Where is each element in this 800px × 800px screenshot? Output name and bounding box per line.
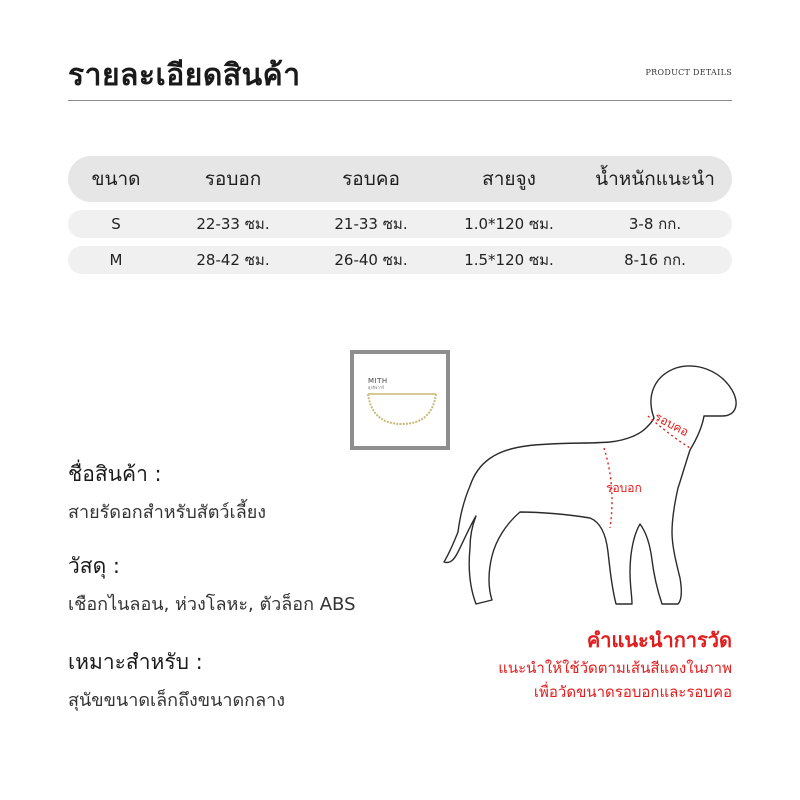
suitable-value: สุนัขขนาดเล็กถึงขนาดกลาง: [68, 690, 286, 711]
product-thumbnail: [350, 350, 450, 450]
table-row: [68, 210, 732, 238]
dog-measurement-diagram: [440, 356, 740, 616]
measure-guide-title: คำแนะนำการวัด: [586, 628, 732, 652]
cell-size: S: [111, 215, 121, 233]
chest-label: รอบอก: [606, 481, 642, 495]
header-leash: สายจูง: [482, 168, 536, 190]
header-weight: น้ำหนักแนะนำ: [595, 168, 715, 190]
page-subtitle: PRODUCT DETAILS: [645, 68, 732, 77]
cell-neck: 26-40 ซม.: [334, 251, 408, 269]
suitable-block: [68, 646, 285, 714]
cell-leash: 1.5*120 ซม.: [464, 251, 554, 269]
measure-guide-line2: เพื่อวัดขนาดรอบอกและรอบคอ: [533, 683, 732, 701]
product-name-value: สายรัดอกสำหรับสัตว์เลี้ยง: [68, 502, 267, 523]
material-label: วัสดุ :: [68, 554, 120, 578]
chain-leash-icon: [364, 390, 440, 430]
cell-chest: 28-42 ซม.: [196, 251, 270, 269]
cell-size: M: [109, 251, 123, 269]
product-name-block: [68, 458, 266, 526]
thumbnail-brand-sub: ธุรกิจวาร์: [368, 385, 384, 390]
header-chest: รอบอก: [204, 168, 262, 190]
material-block: [68, 550, 356, 618]
header-neck: รอบคอ: [342, 168, 400, 190]
title-divider: [68, 100, 732, 101]
neck-label: รอบคอ: [652, 409, 692, 440]
size-table: [68, 156, 732, 274]
cell-leash: 1.0*120 ซม.: [464, 215, 554, 233]
dog-outline: [444, 366, 736, 604]
measure-guide-line1: แนะนำให้ใช้วัดตามเส้นสีแดงในภาพ: [498, 659, 732, 677]
material-value: เชือกไนลอน, ห่วงโลหะ, ตัวล็อก ABS: [68, 594, 356, 615]
thumbnail-brand: MITH: [368, 377, 388, 385]
page-title: รายละเอียดสินค้า: [68, 58, 301, 93]
header-size: ขนาด: [91, 168, 141, 190]
size-table-header: [68, 156, 732, 202]
product-name-label: ชื่อสินค้า :: [68, 462, 162, 486]
cell-weight: 8-16 กก.: [624, 251, 686, 269]
cell-weight: 3-8 กก.: [628, 215, 682, 233]
cell-chest: 22-33 ซม.: [196, 215, 270, 233]
table-row: [68, 246, 732, 274]
suitable-label: เหมาะสำหรับ :: [68, 650, 203, 674]
cell-neck: 21-33 ซม.: [334, 215, 408, 233]
